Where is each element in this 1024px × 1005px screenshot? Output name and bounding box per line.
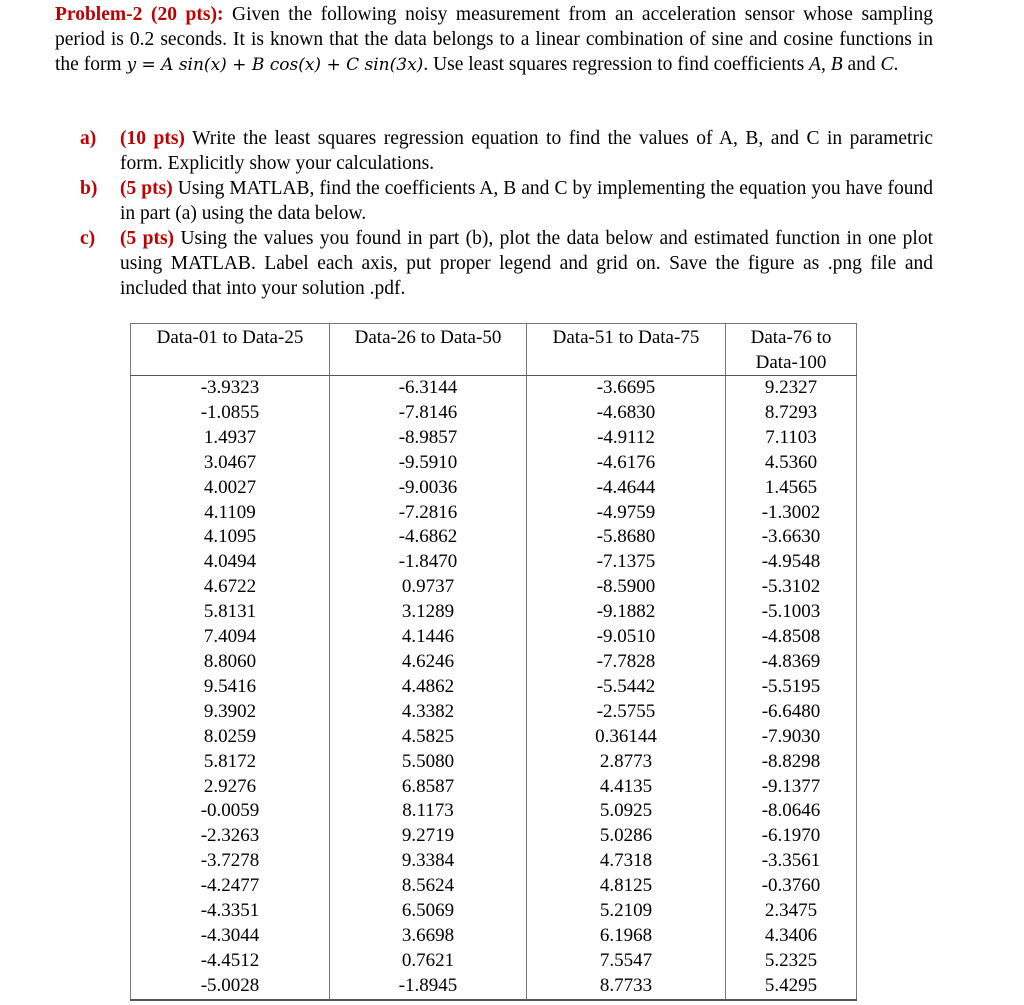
table-cell: 4.1109 xyxy=(131,501,330,526)
table-row xyxy=(131,899,857,924)
table-cell: -5.5195 xyxy=(726,675,857,700)
table-cell: -5.8680 xyxy=(527,525,726,550)
part-a: a) (10 pts) Write the least squares regression equation to find the values of A, B, and C in parametric form. Explicitly show your calculations. xyxy=(80,128,933,174)
table-cell: 4.4135 xyxy=(527,775,726,800)
table-cell: 7.1103 xyxy=(726,426,857,451)
table-cell: 8.7293 xyxy=(726,401,857,426)
table-cell: -7.9030 xyxy=(726,725,857,750)
table-cell: -3.6695 xyxy=(527,376,726,401)
table-cell: -8.5900 xyxy=(527,575,726,600)
table-cell: -6.3144 xyxy=(330,376,527,401)
table-cell: -7.1375 xyxy=(527,550,726,575)
table-cell: 9.3384 xyxy=(330,849,527,874)
table-cell: 9.3902 xyxy=(131,700,330,725)
table-row xyxy=(131,476,857,501)
table-cell: 8.8060 xyxy=(131,650,330,675)
column-header: Data-26 to Data-50 xyxy=(330,324,527,376)
table-row xyxy=(131,401,857,426)
table-cell: 7.4094 xyxy=(131,625,330,650)
table-cell: -4.2477 xyxy=(131,874,330,899)
table-cell: -3.9323 xyxy=(131,376,330,401)
model-equation: y = A sin(x) + B cos(x) + C sin(3x) xyxy=(126,55,424,75)
table-cell: -9.0510 xyxy=(527,625,726,650)
table-cell: -9.5910 xyxy=(330,451,527,476)
table-cell: -3.6630 xyxy=(726,525,857,550)
table-row xyxy=(131,675,857,700)
table-cell: -4.9112 xyxy=(527,426,726,451)
column-header: Data-51 to Data-75 xyxy=(527,324,726,376)
table-cell: 5.5080 xyxy=(330,750,527,775)
part-b: b) (5 pts) Using MATLAB, find the coefficients A, B and C by implementing the equation you have found in part (a) using the data below. xyxy=(80,178,933,224)
table-cell: -0.3760 xyxy=(726,874,857,899)
table-cell: -4.4644 xyxy=(527,476,726,501)
table-cell: 4.6722 xyxy=(131,575,330,600)
table-cell: 5.4295 xyxy=(726,974,857,1000)
column-header: Data-76 to Data-100 xyxy=(726,324,857,376)
table-cell: 0.36144 xyxy=(527,725,726,750)
column-header: Data-01 to Data-25 xyxy=(131,324,330,376)
table-cell: 1.4565 xyxy=(726,476,857,501)
table-row xyxy=(131,824,857,849)
table-cell: 8.7733 xyxy=(527,974,726,1000)
table-row xyxy=(131,725,857,750)
table-cell: 8.1173 xyxy=(330,799,527,824)
table-cell: 4.0027 xyxy=(131,476,330,501)
table-cell: 4.4862 xyxy=(330,675,527,700)
table-row xyxy=(131,650,857,675)
table-cell: 7.5547 xyxy=(527,949,726,974)
table-cell: -9.1377 xyxy=(726,775,857,800)
table-cell: -0.0059 xyxy=(131,799,330,824)
table-cell: 8.5624 xyxy=(330,874,527,899)
table-cell: 5.2325 xyxy=(726,949,857,974)
table-row xyxy=(131,600,857,625)
table-cell: 4.8125 xyxy=(527,874,726,899)
table-cell: -5.5442 xyxy=(527,675,726,700)
table-row xyxy=(131,974,857,1000)
table-cell: 0.7621 xyxy=(330,949,527,974)
table-row xyxy=(131,426,857,451)
table-cell: -7.7828 xyxy=(527,650,726,675)
table-cell: -8.8298 xyxy=(726,750,857,775)
table-cell: 6.8587 xyxy=(330,775,527,800)
table-cell: -4.6862 xyxy=(330,525,527,550)
table-header-row xyxy=(131,324,857,376)
part-c: c) (5 pts) Using the values you found in part (b), plot the data below and estimated function in one plot using MATLAB. Label each axis, put proper legend and grid on. Save the figure as .png file and included that into your solution .pdf. xyxy=(80,228,933,299)
table-cell: 5.0286 xyxy=(527,824,726,849)
table-cell: -2.3263 xyxy=(131,824,330,849)
table-cell: 9.2327 xyxy=(726,376,857,401)
table-cell: -9.0036 xyxy=(330,476,527,501)
table-cell: 5.2109 xyxy=(527,899,726,924)
table-row xyxy=(131,874,857,899)
table-row xyxy=(131,376,857,401)
table-cell: 4.1446 xyxy=(330,625,527,650)
table-row xyxy=(131,525,857,550)
table-cell: 3.0467 xyxy=(131,451,330,476)
table-cell: -8.0646 xyxy=(726,799,857,824)
table-cell: -1.8945 xyxy=(330,974,527,1000)
table-cell: -5.0028 xyxy=(131,974,330,1000)
table-cell: -3.3561 xyxy=(726,849,857,874)
table-cell: -1.3002 xyxy=(726,501,857,526)
problem-statement: Problem-2 (20 pts): Given the following noisy measurement from an acceleration sensor whose sampling period is 0.2 seconds. It is known that the data belongs to a linear combination of sine and cosine functions in the form y = A sin(x) + B cos(x) + C sin(3x). Use least squares regression to find coefficients A, B and C. xyxy=(55,4,934,75)
problem-label: Problem-2 (20 pts): xyxy=(55,4,224,25)
table-row xyxy=(131,700,857,725)
table-cell: -5.1003 xyxy=(726,600,857,625)
table-cell: -4.9548 xyxy=(726,550,857,575)
table-cell: 6.5069 xyxy=(330,899,527,924)
table-cell: -9.1882 xyxy=(527,600,726,625)
table-cell: -4.8508 xyxy=(726,625,857,650)
table-cell: 4.0494 xyxy=(131,550,330,575)
table-row xyxy=(131,775,857,800)
table-row xyxy=(131,501,857,526)
table-cell: 5.8131 xyxy=(131,600,330,625)
table-cell: -4.9759 xyxy=(527,501,726,526)
table-cell: -5.3102 xyxy=(726,575,857,600)
table-cell: -4.6176 xyxy=(527,451,726,476)
table-cell: 4.6246 xyxy=(330,650,527,675)
table-row xyxy=(131,750,857,775)
table-cell: 4.7318 xyxy=(527,849,726,874)
table-cell: -8.9857 xyxy=(330,426,527,451)
table-row xyxy=(131,575,857,600)
data-table xyxy=(130,323,857,1001)
table-cell: 9.2719 xyxy=(330,824,527,849)
table-cell: 2.9276 xyxy=(131,775,330,800)
table-cell: 9.5416 xyxy=(131,675,330,700)
table-cell: -4.4512 xyxy=(131,949,330,974)
table-row xyxy=(131,799,857,824)
table-row xyxy=(131,849,857,874)
table-cell: -4.3351 xyxy=(131,899,330,924)
table-cell: -6.1970 xyxy=(726,824,857,849)
table-cell: 5.8172 xyxy=(131,750,330,775)
table-cell: 6.1968 xyxy=(527,924,726,949)
table-cell: 4.3406 xyxy=(726,924,857,949)
table-cell: 5.0925 xyxy=(527,799,726,824)
table-row xyxy=(131,924,857,949)
table-cell: 4.3382 xyxy=(330,700,527,725)
table-cell: 0.9737 xyxy=(330,575,527,600)
table-cell: 4.5360 xyxy=(726,451,857,476)
table-cell: 4.5825 xyxy=(330,725,527,750)
table-cell: 2.8773 xyxy=(527,750,726,775)
table-row xyxy=(131,451,857,476)
table-cell: 3.1289 xyxy=(330,600,527,625)
table-cell: -1.0855 xyxy=(131,401,330,426)
table-cell: 4.1095 xyxy=(131,525,330,550)
table-cell: 1.4937 xyxy=(131,426,330,451)
table-cell: -4.8369 xyxy=(726,650,857,675)
table-cell: -7.8146 xyxy=(330,401,527,426)
table-cell: -7.2816 xyxy=(330,501,527,526)
table-cell: 2.3475 xyxy=(726,899,857,924)
table-cell: -4.3044 xyxy=(131,924,330,949)
table-cell: -6.6480 xyxy=(726,700,857,725)
table-row xyxy=(131,949,857,974)
table-row xyxy=(131,550,857,575)
table-cell: -2.5755 xyxy=(527,700,726,725)
table-row xyxy=(131,625,857,650)
table-cell: -1.8470 xyxy=(330,550,527,575)
table-cell: 3.6698 xyxy=(330,924,527,949)
table-cell: -3.7278 xyxy=(131,849,330,874)
table-cell: 8.0259 xyxy=(131,725,330,750)
table-cell: -4.6830 xyxy=(527,401,726,426)
